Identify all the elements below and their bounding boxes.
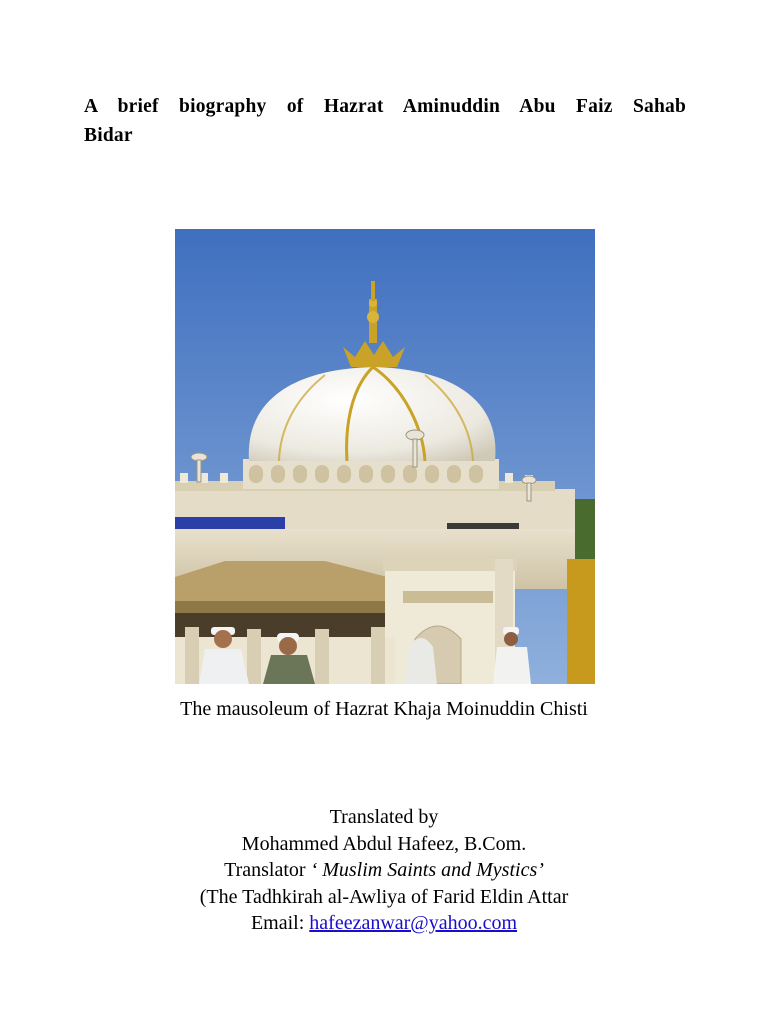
title-line-1: A brief biography of Hazrat Aminuddin Abu Faiz Sahab (84, 96, 686, 117)
email-label: Email: (250, 912, 310, 934)
credits-block (0, 804, 768, 937)
book-title: ‘ Muslim Saints and Mystics’ (310, 859, 544, 881)
photo-caption: The mausoleum of Hazrat Khaja Moinuddin Chisti (180, 698, 588, 720)
document-title (84, 92, 686, 150)
email-line (0, 910, 768, 937)
email-link[interactable]: hafeezanwar@yahoo.com (309, 912, 518, 934)
translated-by-label: Translated by (329, 806, 439, 828)
translator-name: Mohammed Abdul Hafeez, B.Com. (241, 832, 527, 855)
translator-line (0, 857, 768, 884)
mausoleum-photo (175, 229, 595, 684)
translator-prefix: Translator (224, 859, 311, 881)
title-line-2: Bidar (84, 125, 133, 146)
book-subtitle: (The Tadhkirah al-Awliya of Farid Eldin Attar (199, 885, 569, 908)
